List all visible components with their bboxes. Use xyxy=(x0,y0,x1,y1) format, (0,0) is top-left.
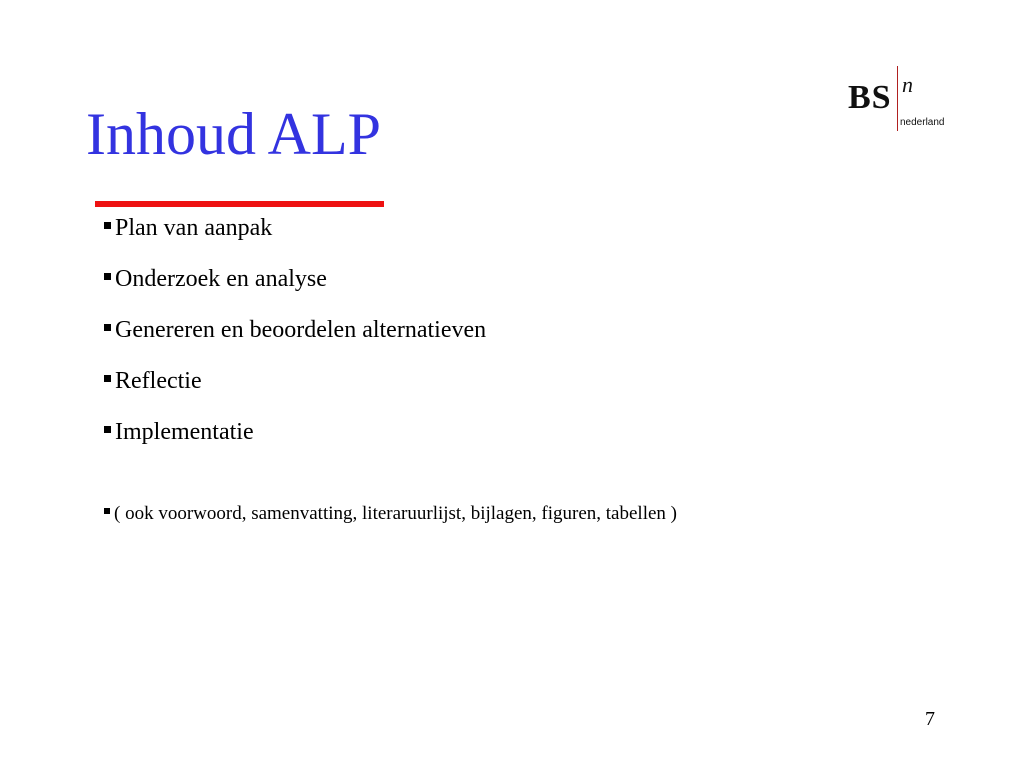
page-number: 7 xyxy=(925,708,935,730)
logo-superscript: n xyxy=(902,72,913,97)
note-text: ( ook voorwoord, samenvatting, literaruurlijst, bijlagen, figuren, tabellen ) xyxy=(114,503,677,524)
square-bullet-icon xyxy=(104,324,111,331)
bullet-text: Reflectie xyxy=(115,368,202,394)
square-bullet-icon xyxy=(104,222,111,229)
logo-divider xyxy=(897,66,898,131)
square-bullet-icon xyxy=(104,375,111,382)
bullet-item-onderzoek-en-analyse xyxy=(104,262,486,296)
bullet-text: Onderzoek en analyse xyxy=(115,266,327,292)
title-underline xyxy=(95,201,384,207)
bullet-item-implementatie xyxy=(104,415,486,449)
bullet-item-reflectie xyxy=(104,364,486,398)
logo-main-text: BS xyxy=(848,79,892,116)
bsn-logo xyxy=(848,66,958,132)
bullet-text: Implementatie xyxy=(115,419,254,445)
square-bullet-icon xyxy=(104,273,111,280)
bullet-text: Genereren en beoordelen alternatieven xyxy=(115,317,487,343)
slide-title: Inhoud ALP xyxy=(86,101,382,167)
bullet-item-plan-van-aanpak xyxy=(104,211,486,245)
bullet-text: Plan van aanpak xyxy=(115,215,273,241)
square-bullet-icon xyxy=(104,508,110,514)
content-bullet-list xyxy=(104,211,486,466)
square-bullet-icon xyxy=(104,426,111,433)
bullet-item-genereren xyxy=(104,313,486,347)
note-item xyxy=(104,500,677,528)
logo-subtitle: nederland xyxy=(900,117,945,128)
